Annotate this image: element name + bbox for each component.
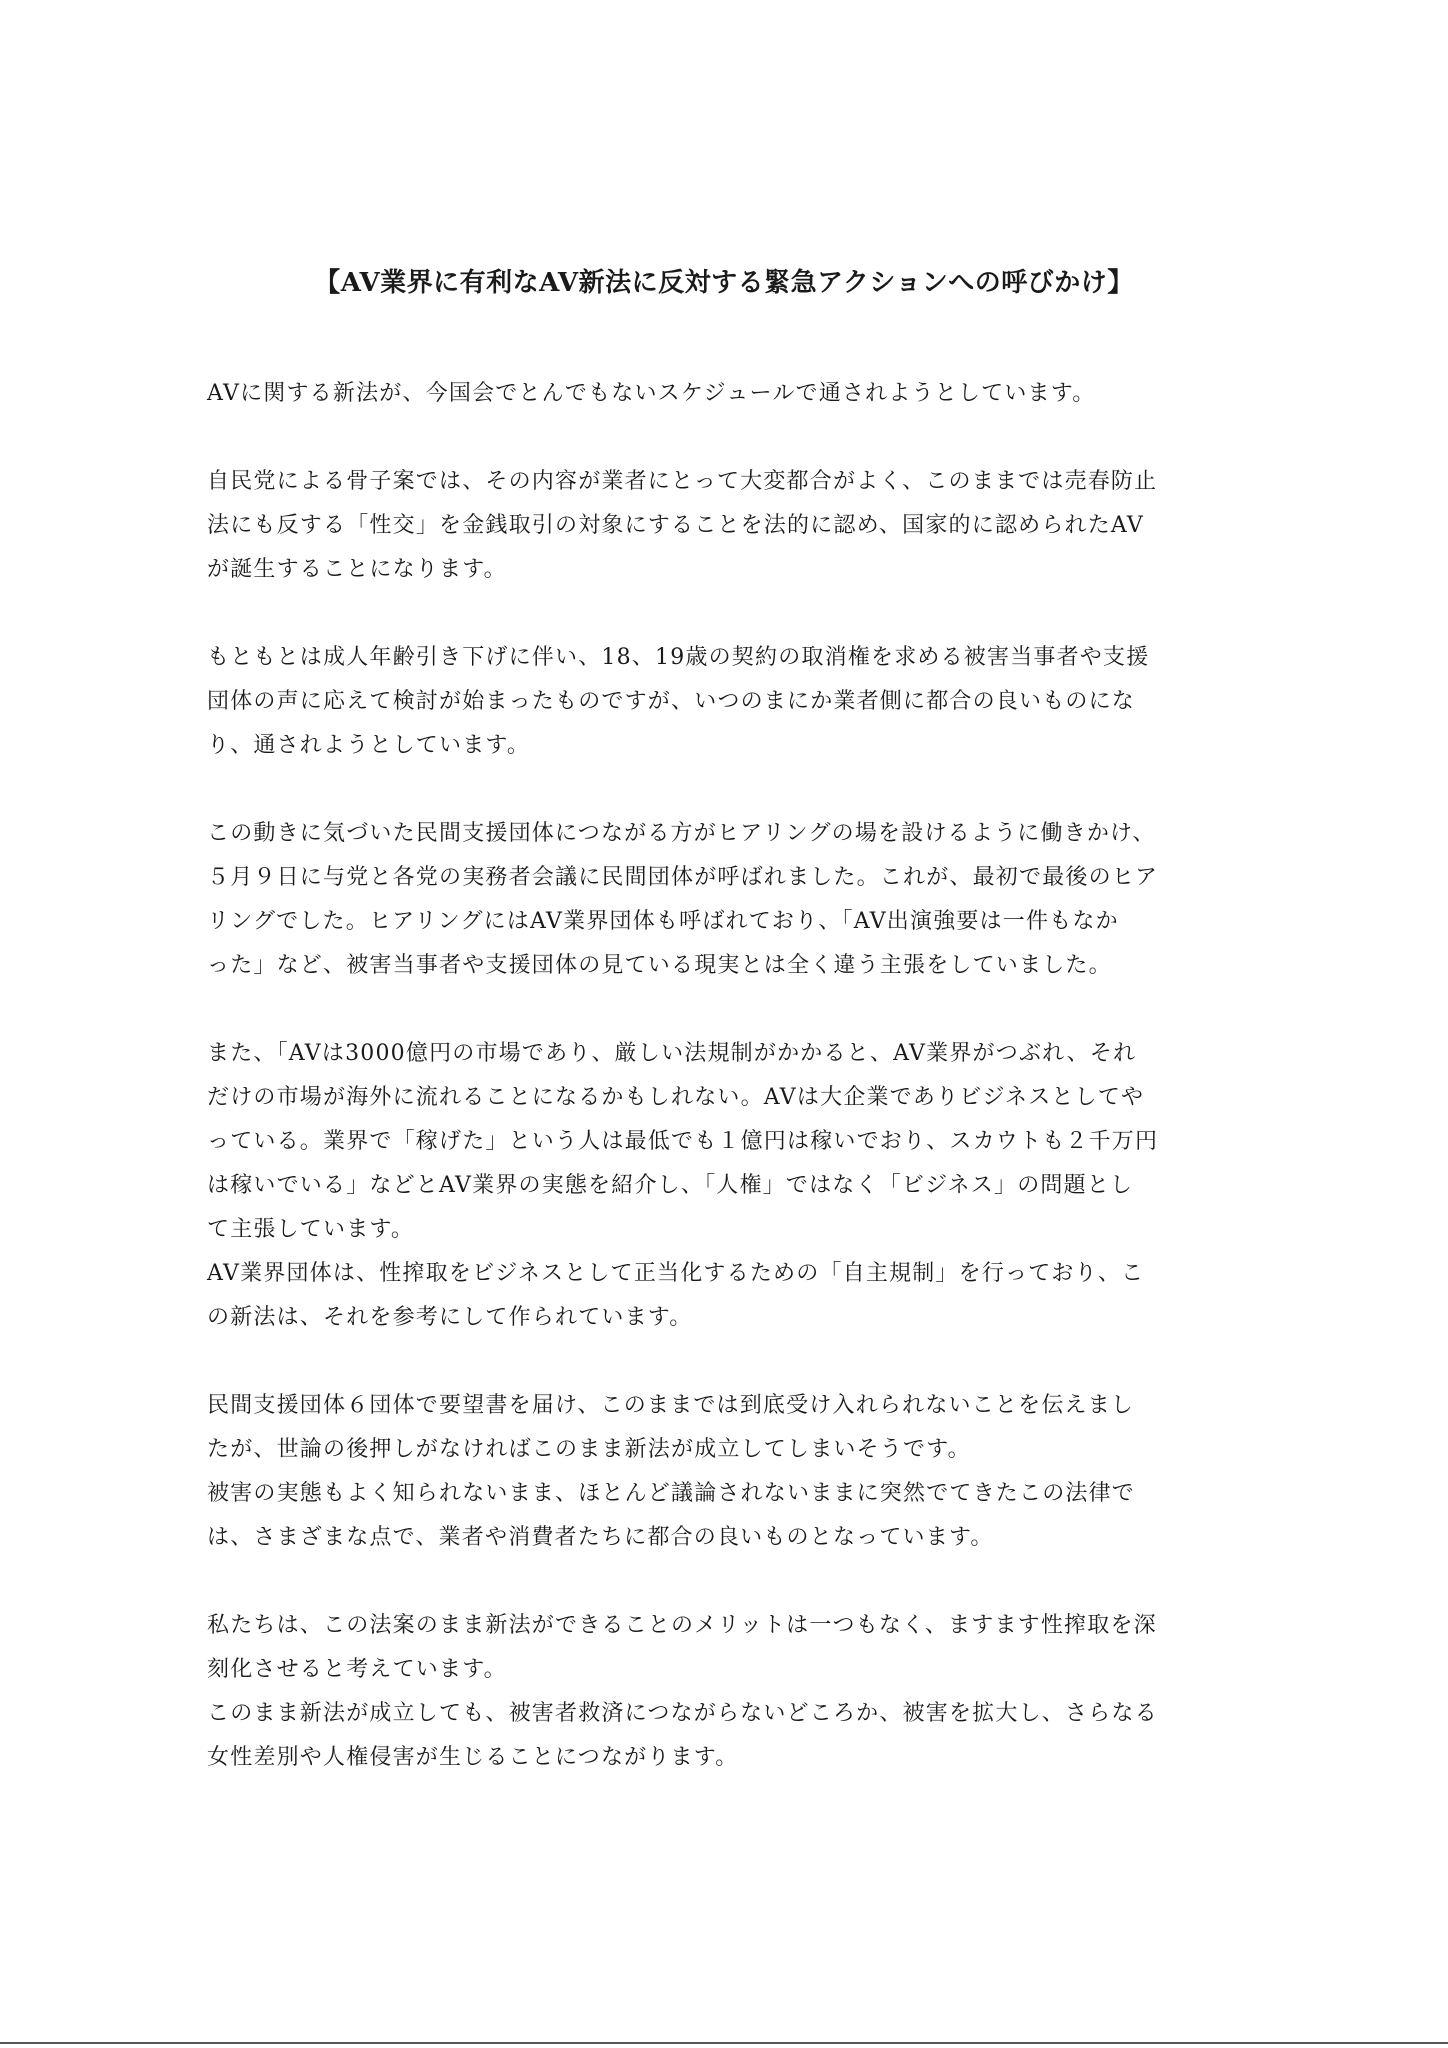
document-body [207, 372, 1247, 1824]
text-line: この動きに気づいた民間支援団体につながる方がヒアリングの場を設けるように働きかけ、 [207, 821, 1156, 846]
paragraph [207, 372, 1247, 416]
text-line: 民間支援団体６団体で要望書を届け、このままでは到底受け入れられないことを伝えまし [207, 1393, 1135, 1418]
text-line: このまま新法が成立しても、被害者救済につながらないどころか、被害を拡大し、さらなる [207, 1701, 1158, 1726]
text-line: 私たちは、この法案のまま新法ができることのメリットは一つもなく、ますます性搾取を深 [207, 1613, 1157, 1638]
page-bottom-border [0, 2042, 1448, 2044]
text-line: り、通されようとしています。 [207, 733, 531, 758]
text-line: が誕生することになります。 [207, 557, 507, 582]
text-line: は稼いでいる」などとAV業界の実態を紹介し、「人権」ではなく「ビジネス」の問題とし [207, 1173, 1134, 1198]
text-line: った」など、被害当事者や支援団体の見ている現実とは全く違う主張をしていました。 [207, 953, 1112, 978]
text-line: リングでした。ヒアリングにはAV業界団体も呼ばれており、「AV出演強要は一件もなか [207, 909, 1119, 934]
document-title: 【AV業界に有利なAV新法に反対する緊急アクションへの呼びかけ】 [314, 268, 1134, 298]
paragraph [207, 812, 1247, 988]
text-line: 自民党による骨子案では、その内容が業者にとって大変都合がよく、このままでは売春防止 [207, 469, 1158, 494]
text-line: は、さまざまな点で、業者や消費者たちに都合の良いものとなっています。 [207, 1525, 994, 1550]
text-line: もともとは成人年齢引き下げに伴い、18、19歳の契約の取消権を求める被害当事者や支援 [207, 645, 1150, 670]
paragraph [207, 636, 1247, 768]
text-line: 被害の実態もよく知られないまま、ほとんど議論されないままに突然でてきたこの法律で [207, 1481, 1136, 1506]
text-line: 女性差別や人権侵害が生じることにつながります。 [207, 1745, 739, 1770]
text-line: の新法は、それを参考にして作られています。 [207, 1305, 693, 1330]
text-line: たが、世論の後押しがなければこのまま新法が成立してしまいそうです。 [207, 1437, 971, 1462]
text-line: ５月９日に与党と各党の実務者会議に民間団体が呼ばれました。これが、最初で最後のヒア [207, 865, 1159, 890]
text-line: て主張しています。 [207, 1217, 415, 1242]
text-line: 団体の声に応えて検討が始まったものですが、いつのまにか業者側に都合の良いものにな [207, 689, 1136, 714]
text-line: っている。業界で「稼げた」という人は最低でも１億円は稼いでおり、スカウトも２千万円 [207, 1129, 1159, 1154]
text-line: 刻化させると考えています。 [207, 1657, 507, 1682]
text-line: AVに関する新法が、今国会でとんでもないスケジュールで通されようとしています。 [207, 381, 1096, 406]
text-line: AV業界団体は、性搾取をビジネスとして正当化するための「自主規制」を行っており、こ [207, 1261, 1145, 1286]
paragraph [207, 1032, 1247, 1340]
text-line: だけの市場が海外に流れることになるかもしれない。AVは大企業でありビジネスとしてや [207, 1085, 1145, 1110]
text-line: 法にも反する「性交」を金銭取引の対象にすることを法的に認め、国家的に認められたAV [207, 513, 1145, 538]
text-line: また、「AVは3000億円の市場であり、厳しい法規制がかかると、AV業界がつぶれ、それ [207, 1041, 1137, 1066]
paragraph [207, 1384, 1247, 1560]
paragraph [207, 1604, 1247, 1780]
paragraph [207, 460, 1247, 592]
